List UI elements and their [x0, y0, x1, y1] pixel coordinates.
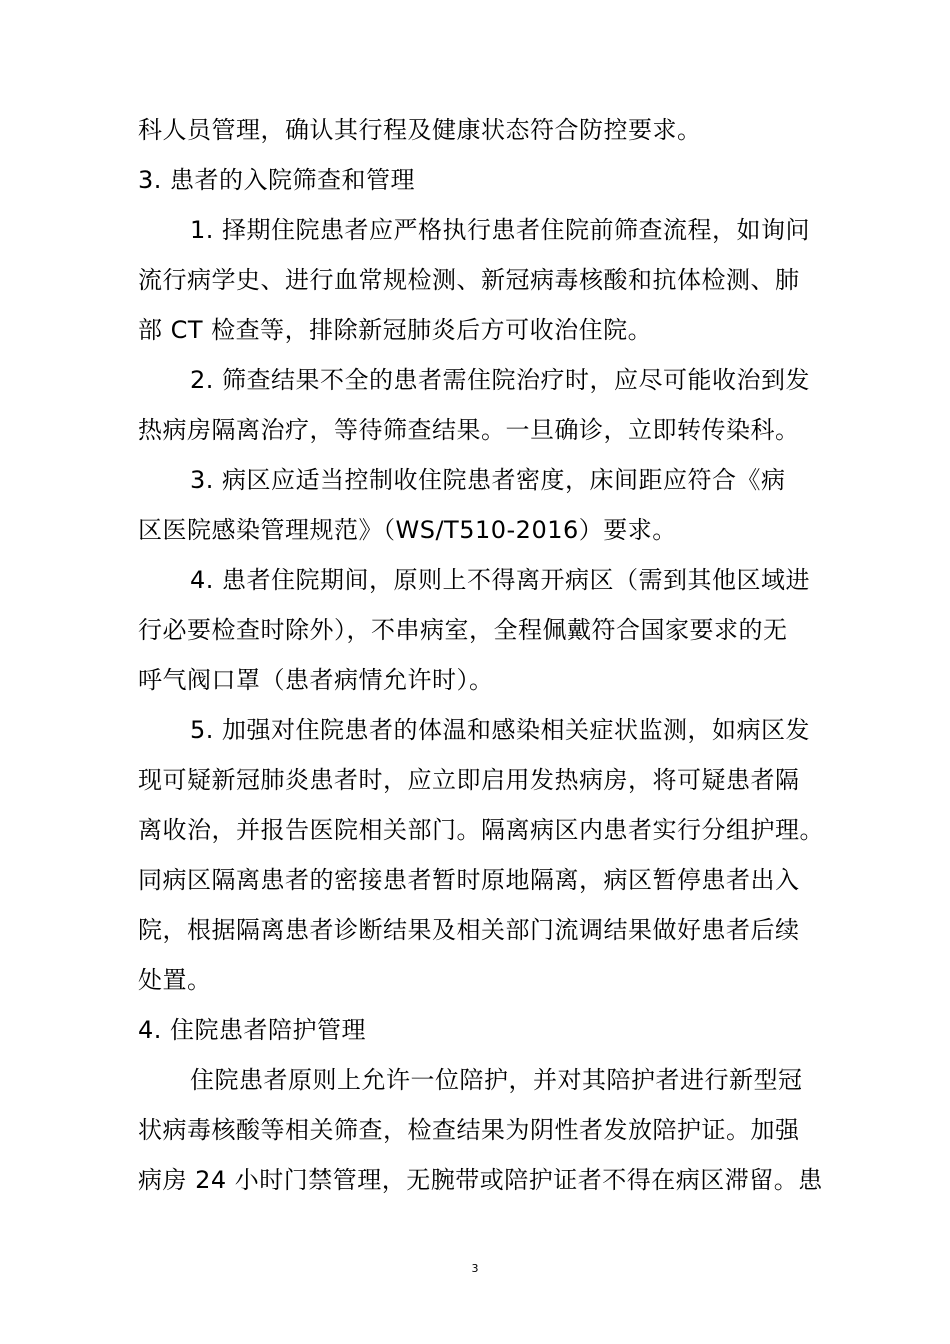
text-line-6: 2. 筛查结果不全的患者需住院治疗时，应尽可能收治到发 — [190, 366, 811, 394]
text-line-7: 热病房隔离治疗，等待筛查结果。一旦确诊，立即转传染科。 — [138, 416, 800, 444]
text-line-14: 现可疑新冠肺炎患者时，应立即启用发热病房，将可疑患者隔 — [138, 766, 800, 794]
text-line-17: 院，根据隔离患者诊断结果及相关部门流调结果做好患者后续 — [138, 916, 800, 944]
text-line-12: 呼气阀口罩（患者病情允许时）。 — [138, 666, 494, 694]
text-line-20: 住院患者原则上允许一位陪护，并对其陪护者进行新型冠 — [190, 1066, 803, 1094]
text-line-16: 同病区隔离患者的密接患者暂时原地隔离，病区暂停患者出入 — [138, 866, 800, 894]
page-number: 3 — [471, 1262, 479, 1275]
text-line-3: 1. 择期住院患者应严格执行患者住院前筛查流程，如询问 — [190, 216, 811, 244]
text-line-1: 科人员管理，确认其行程及健康状态符合防控要求。 — [138, 116, 702, 144]
section-heading-4: 4. 住院患者陪护管理 — [138, 1016, 367, 1044]
section-heading-3: 3. 患者的入院筛查和管理 — [138, 166, 416, 194]
text-line-13: 5. 加强对住院患者的体温和感染相关症状监测，如病区发 — [190, 716, 811, 744]
text-line-15: 离收治，并报告医院相关部门。隔离病区内患者实行分组护理。 — [138, 816, 824, 844]
text-line-5: 部 CT 检查等，排除新冠肺炎后方可收治住院。 — [138, 316, 653, 344]
text-line-11: 行必要检查时除外），不串病室，全程佩戴符合国家要求的无 — [138, 616, 788, 644]
text-line-22: 病房 24 小时门禁管理，无腕带或陪护证者不得在病区滞留。患 — [138, 1166, 823, 1194]
text-line-10: 4. 患者住院期间，原则上不得离开病区（需到其他区域进 — [190, 566, 811, 594]
text-line-8: 3. 病区应适当控制收住院患者密度，床间距应符合《病 — [190, 466, 786, 494]
text-line-18: 处置。 — [138, 966, 212, 994]
text-line-4: 流行病学史、进行血常规检测、新冠病毒核酸和抗体检测、肺 — [138, 266, 800, 294]
text-line-9: 区医院感染管理规范》（WS/T510-2016）要求。 — [138, 516, 677, 544]
text-line-21: 状病毒核酸等相关筛查，检查结果为阴性者发放陪护证。加强 — [138, 1116, 800, 1144]
